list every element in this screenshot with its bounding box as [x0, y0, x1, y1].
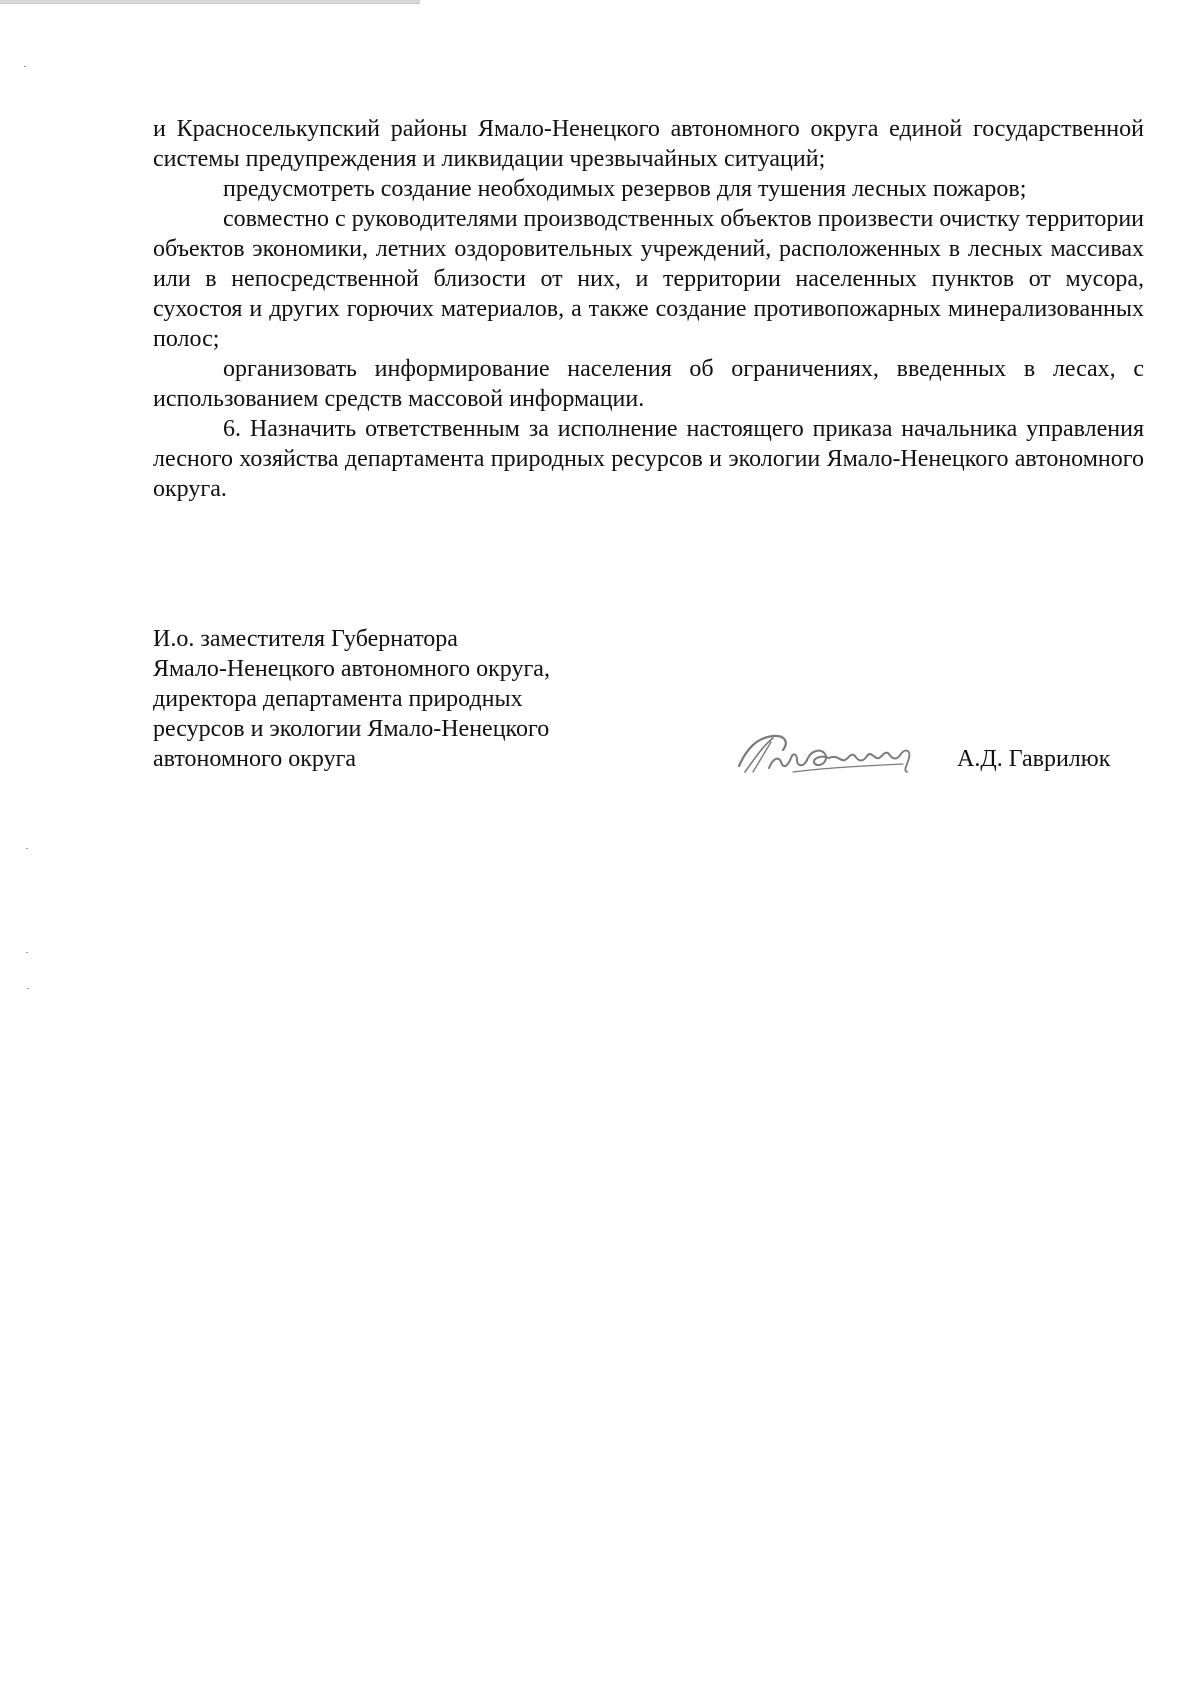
signatory-title — [153, 624, 673, 774]
paragraph: организовать информирование населения об ограничениях, введенных в лесах, с использованием средств массовой информации. — [153, 356, 1144, 412]
paragraph: совместно с руководителями производственных объектов произвести очистку территории объектов экономики, летних оздоровительных учреждений, расположенных в лесных массивах или в непосредственной близости от них, и территории населенных пунктов от мусора, сухостоя и других горючих материалов, а также создание противопожарных минерализованных полос; — [153, 206, 1144, 352]
handwritten-signature — [733, 728, 923, 780]
scan-speck — [24, 66, 26, 67]
signature-block — [153, 624, 1144, 784]
signatory-title-line: ресурсов и экологии Ямало-Ненецкого — [153, 716, 550, 742]
signatory-title-line: автономного округа — [153, 746, 357, 772]
scan-edge-artifact — [0, 0, 420, 4]
signatory-title-line: Ямало-Ненецкого автономного округа, — [153, 656, 550, 682]
scan-speck — [26, 848, 28, 849]
paragraph: предусмотреть создание необходимых резервов для тушения лесных пожаров; — [223, 176, 1027, 202]
signatory-name: А.Д. Гаврилюк — [957, 746, 1111, 772]
scan-speck — [27, 988, 29, 989]
document-body — [153, 114, 1144, 504]
paragraph: 6. Назначить ответственным за исполнение настоящего приказа начальника управления лесного хозяйства департамента природных ресурсов и экологии Ямало-Ненецкого автономного округа. — [153, 416, 1144, 502]
signatory-title-line: директора департамента природных — [153, 686, 523, 712]
signatory-title-line: И.о. заместителя Губернатора — [153, 626, 458, 652]
scan-speck — [26, 952, 28, 953]
paragraph: и Красноселькупский районы Ямало-Ненецкого автономного округа единой государственной системы предупреждения и ликвидации чрезвычайных ситуаций; — [153, 116, 1144, 172]
